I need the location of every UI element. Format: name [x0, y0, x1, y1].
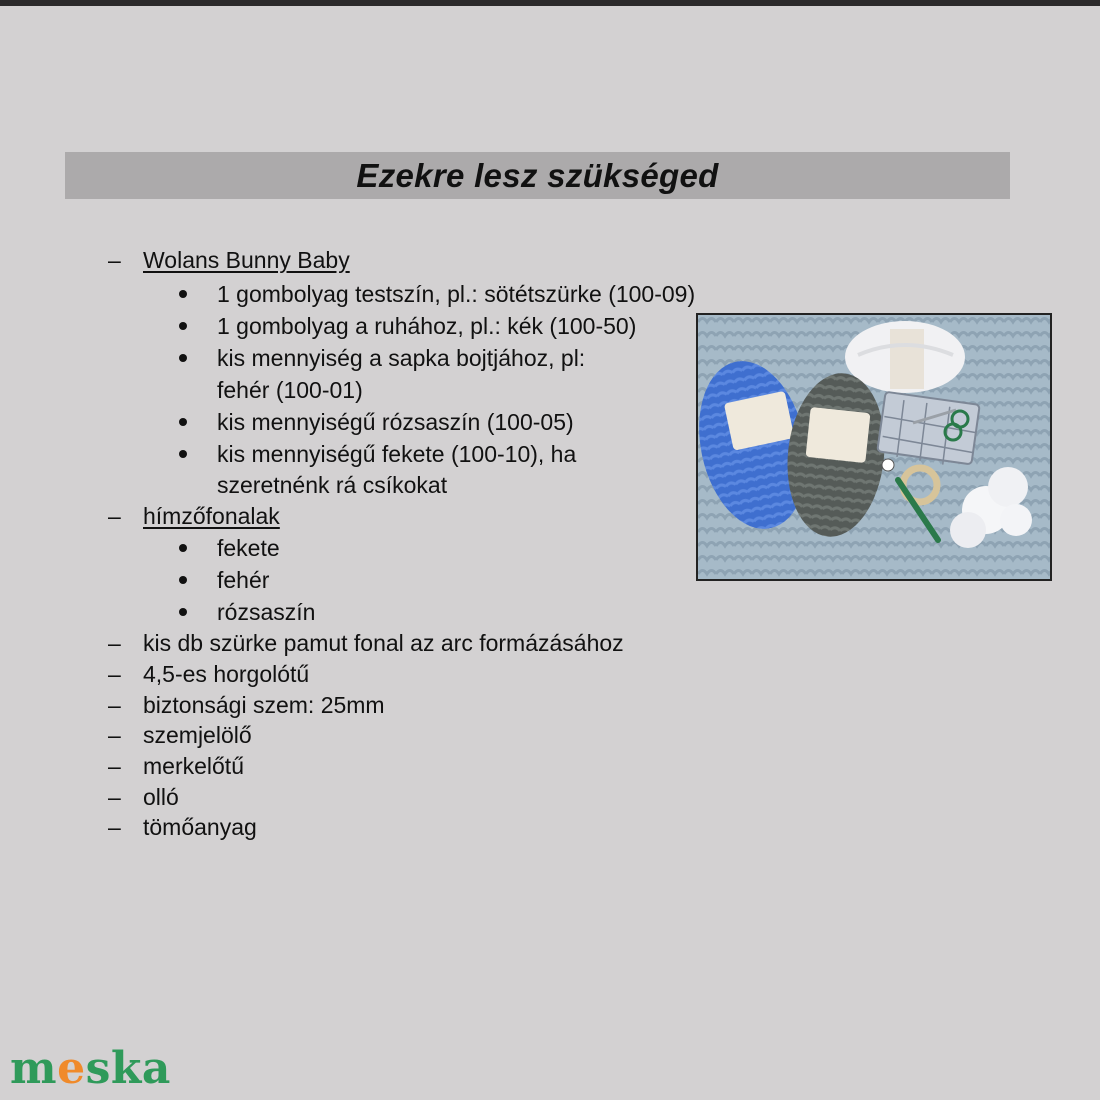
- bullet: [179, 544, 187, 552]
- bullet: [179, 450, 187, 458]
- materials-illustration: [698, 315, 1050, 579]
- list-item: 1 gombolyag a ruhához, pl.: kék (100-50): [217, 313, 637, 339]
- materials-photo: [696, 313, 1052, 581]
- bullet: [179, 576, 187, 584]
- dash-marker: –: [108, 630, 121, 656]
- page-title: Ezekre lesz szükséged: [356, 156, 719, 194]
- white-yarn-ball: [845, 321, 965, 393]
- dash-marker: –: [108, 753, 121, 779]
- list-item: fehér: [217, 567, 270, 593]
- list-item: kis mennyiségű rózsaszín (100-05): [217, 409, 574, 435]
- dash-marker: –: [108, 503, 121, 529]
- dash-marker: –: [108, 692, 121, 718]
- list-item-continuation: szeretnénk rá csíkokat: [217, 472, 448, 498]
- top-bar: [0, 0, 1100, 6]
- meska-logo: meska: [10, 1043, 171, 1094]
- dash-marker: –: [108, 722, 121, 748]
- list-item: kis mennyiség a sapka bojtjához, pl:: [217, 345, 586, 371]
- list-item: fekete: [217, 535, 280, 561]
- bullet: [179, 608, 187, 616]
- dash-marker: –: [108, 661, 121, 687]
- list-item-continuation: fehér (100-01): [217, 377, 363, 403]
- title-band: [65, 152, 1010, 199]
- bullet: [179, 322, 187, 330]
- list-item: biztonsági szem: 25mm: [143, 692, 385, 718]
- list-item: merkelőtű: [143, 753, 244, 779]
- bullet: [179, 354, 187, 362]
- list-item: kis mennyiségű fekete (100-10), ha: [217, 441, 577, 467]
- safety-eye: [882, 459, 894, 471]
- dash-marker: –: [108, 784, 121, 810]
- dash-marker: –: [108, 247, 121, 273]
- list-item: tömőanyag: [143, 814, 257, 840]
- dash-marker: –: [108, 814, 121, 840]
- bullet: [179, 418, 187, 426]
- bullet: [179, 290, 187, 298]
- list-item: szemjelölő: [143, 722, 252, 748]
- list-item: 4,5-es horgolótű: [143, 661, 310, 687]
- list-item: kis db szürke pamut fonal az arc formázásához: [143, 630, 624, 656]
- section-heading-yarn: Wolans Bunny Baby: [143, 247, 350, 273]
- list-item: olló: [143, 784, 179, 810]
- list-item: rózsaszín: [217, 599, 316, 625]
- section-heading-threads: hímzőfonalak: [143, 503, 280, 529]
- list-item: 1 gombolyag testszín, pl.: sötétszürke (100-09): [217, 281, 696, 307]
